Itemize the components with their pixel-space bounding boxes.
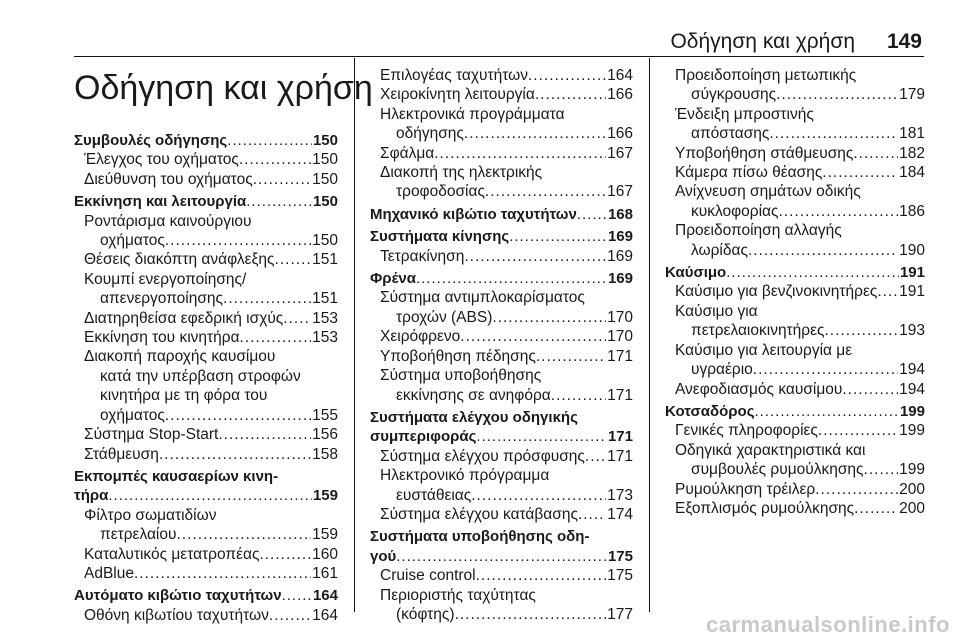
dot-leader [842, 380, 898, 399]
toc-entry-text: κατά την υπέρβαση στροφών [100, 367, 301, 385]
dot-leader [578, 505, 606, 524]
dot-leader [240, 328, 312, 347]
dot-leader [864, 460, 899, 479]
toc-page-number: 171 [607, 386, 633, 404]
toc-page-number: 150 [312, 193, 338, 211]
toc-entry-text: Μηχανικό κιβώτιο ταχυτήτων [370, 205, 577, 223]
toc-entry-text: Εκπομπές καυσαερίων κινη- [74, 467, 279, 485]
dot-leader [755, 402, 899, 421]
dot-leader [464, 247, 606, 266]
toc-column-3 [665, 66, 925, 518]
toc-entry-text: Οθόνη κιβωτίου ταχυτήτων [84, 606, 269, 624]
toc-page-number: 169 [607, 270, 633, 288]
running-title: Οδήγηση και χρήση [670, 30, 855, 53]
toc-entry-text: Γενικές πληροφορίες [675, 422, 818, 440]
toc-entry-text: Σύστημα ελέγχου πρόσφυσης [380, 447, 585, 465]
page-header [0, 0, 960, 56]
dot-leader [460, 327, 606, 346]
toc-entry-text: Τετρακίνηση [380, 247, 465, 265]
toc-page-number: 191 [899, 264, 925, 282]
toc-entry[interactable] [74, 347, 338, 425]
toc-entry-text: Έλεγχος του οχήματος [84, 151, 239, 169]
toc-entry-text: Αυτόματο κιβώτιο ταχυτήτων [74, 587, 282, 605]
dot-leader [818, 421, 898, 440]
toc-page-number: 158 [312, 445, 338, 463]
toc-entry-text: συμπεριφοράς [370, 428, 477, 446]
toc-page-number: 184 [899, 164, 925, 182]
toc-entry-text: Φρένα [370, 270, 416, 288]
toc-page-number: 191 [899, 283, 925, 301]
toc-entry-text: Κάμερα πίσω θέασης [675, 164, 823, 182]
toc-entry-text: οχήματος [100, 406, 165, 424]
toc-page-number: 164 [312, 606, 338, 624]
toc-entry[interactable] [665, 221, 925, 260]
toc-page-number: 182 [899, 144, 925, 162]
toc-page-number: 155 [312, 406, 338, 424]
toc-page-number: 151 [312, 251, 338, 269]
toc-page-number: 190 [899, 241, 925, 259]
toc-entry[interactable] [370, 327, 633, 346]
toc-page-number: 199 [899, 402, 925, 420]
dot-leader [223, 289, 311, 308]
toc-section-entry[interactable] [74, 131, 338, 150]
toc-entry[interactable] [665, 105, 925, 144]
dot-leader [577, 205, 607, 224]
toc-page-number: 199 [899, 422, 925, 440]
toc-page-number: 175 [607, 567, 633, 585]
toc-entry-text: Εκκίνηση του κινητήρα [84, 329, 240, 347]
toc-entry-text: τήρα [74, 487, 109, 505]
toc-entry[interactable] [665, 282, 925, 301]
toc-entry-text: οχήματος [100, 232, 165, 250]
toc-entry[interactable] [74, 309, 338, 328]
toc-section-entry[interactable] [370, 408, 633, 447]
toc-entry-text: ευστάθειας [396, 486, 472, 504]
toc-entry-text: κυκλοφορίας [691, 202, 779, 220]
dot-leader [877, 282, 898, 301]
toc-entry-text: (κόφτης) [396, 605, 455, 623]
toc-entry[interactable] [370, 366, 633, 405]
dot-leader [416, 269, 607, 288]
toc-page-number: 153 [312, 329, 338, 347]
toc-entry-text: κινητήρα με τη φόρα του [100, 387, 268, 405]
toc-entry[interactable] [370, 163, 633, 202]
toc-page-number: 153 [312, 309, 338, 327]
toc-page-number: 159 [312, 487, 338, 505]
toc-page-number: 169 [607, 228, 633, 246]
toc-entry[interactable] [665, 302, 925, 341]
toc-entry-text: Θέσεις διακόπτη ανάφλεξης [84, 251, 275, 269]
toc-entry-text: Περιοριστής ταχύτητας [380, 586, 536, 604]
toc-page-number: 159 [312, 526, 338, 544]
dot-leader [585, 447, 606, 466]
toc-entry-text: Διακοπή παροχής καυσίμου [84, 348, 276, 366]
toc-entry-text: Καταλυτικός μετατροπέας [84, 545, 260, 563]
toc-entry-text: Σύστημα αντιμπλοκαρίσματος [380, 289, 585, 307]
dot-leader [396, 547, 607, 566]
toc-entry-text: οδήγησης [396, 125, 464, 143]
toc-entry-text: Καύσιμο [665, 264, 727, 282]
toc-entry-text: Υποβοήθηση στάθμευσης [675, 144, 854, 162]
toc-entry[interactable] [370, 347, 633, 366]
toc-entry[interactable] [665, 144, 925, 163]
toc-entry-text: Συμβουλές οδήγησης [74, 132, 228, 149]
toc-page-number: 194 [899, 380, 925, 398]
dot-leader [165, 406, 311, 425]
toc-entry-text: Ρυμούλκηση τρέιλερ [675, 480, 816, 498]
toc-entry[interactable] [370, 505, 633, 524]
dot-leader [159, 445, 311, 464]
dot-leader [108, 486, 312, 505]
toc-page-number: 179 [899, 86, 925, 104]
dot-leader [753, 360, 898, 379]
toc-page-number: 150 [312, 132, 338, 149]
toc-entry-text: Σύστημα Stop-Start [84, 426, 219, 444]
toc-entry-text: Διακοπή της ηλεκτρικής [380, 164, 543, 182]
toc-entry-text: Προειδοποίηση αλλαγής [675, 222, 842, 240]
toc-entry[interactable] [665, 341, 925, 380]
toc-page-number: 170 [607, 328, 633, 346]
toc-page-number: 171 [607, 347, 633, 365]
toc-section-entry[interactable] [370, 227, 633, 246]
dot-leader [769, 124, 898, 143]
dot-leader [551, 386, 606, 405]
dot-leader [822, 163, 898, 182]
dot-leader [536, 347, 606, 366]
toc-section-entry[interactable] [74, 586, 338, 605]
dot-leader [283, 309, 311, 328]
toc-entry-text: Στάθμευση [84, 445, 159, 463]
dot-leader [134, 564, 311, 583]
toc-entry[interactable] [370, 66, 633, 85]
toc-section-entry[interactable] [370, 527, 633, 566]
toc-page-number: 164 [312, 587, 338, 605]
toc-section-entry[interactable] [74, 467, 338, 506]
toc-entry-text: τροχών (ABS) [396, 308, 493, 326]
dot-leader [778, 202, 898, 221]
toc-page-number: 200 [899, 499, 925, 517]
dot-leader [509, 227, 607, 246]
toc-section-entry[interactable] [370, 269, 633, 288]
toc-entry-text: Σύστημα υποβοήθησης [380, 367, 542, 385]
toc-page-number: 160 [312, 545, 338, 563]
toc-entry-text: πετρελαιοκινητήρες [691, 322, 825, 340]
dot-leader [253, 170, 311, 189]
toc-entry[interactable] [74, 328, 338, 347]
toc-entry[interactable] [74, 425, 338, 444]
toc-entry[interactable] [370, 288, 633, 327]
toc-page-number: 193 [899, 322, 925, 340]
dot-leader [748, 241, 898, 260]
dot-leader [165, 231, 311, 250]
toc-page-number: 171 [607, 447, 633, 465]
dot-leader [535, 85, 606, 104]
toc-entry[interactable] [74, 445, 338, 464]
toc-entry[interactable] [74, 564, 338, 583]
dot-leader [776, 85, 898, 104]
toc-entry-text: Φίλτρο σωματιδίων [84, 506, 217, 524]
toc-entry[interactable] [74, 170, 338, 189]
dot-leader [246, 192, 312, 211]
toc-page-number: 186 [899, 202, 925, 220]
dot-leader [218, 425, 311, 444]
toc-entry[interactable] [370, 85, 633, 104]
dot-leader [259, 545, 311, 564]
watermark: carmanualsonline.info [706, 612, 950, 637]
toc-entry-text: Ανίχνευση σημάτων οδικής [675, 183, 861, 201]
toc-entry-text: Σφάλμα [380, 144, 435, 162]
dot-leader [476, 427, 607, 446]
dot-leader [176, 525, 311, 544]
toc-entry-text: Ένδειξη μπροστινής [675, 105, 814, 123]
toc-entry-text: AdBlue [84, 564, 134, 582]
toc-entry-text: πετρελαίου [100, 526, 177, 544]
dot-leader [726, 263, 899, 282]
toc-section-entry[interactable] [665, 263, 925, 282]
toc-entry[interactable] [74, 506, 338, 545]
toc-entry-text: Διεύθυνση του οχήματος [84, 170, 253, 188]
toc-entry-text: Ηλεκτρονικό πρόγραμμα [380, 467, 550, 485]
toc-entry-text: Ροντάρισμα καινούργιου [84, 212, 252, 230]
toc-entry[interactable] [665, 163, 925, 182]
toc-page-number: 169 [607, 247, 633, 265]
dot-leader [815, 480, 898, 499]
toc-entry-text: Προειδοποίηση μετωπικής [675, 67, 857, 84]
chapter-title: Οδήγηση και χρήση [74, 69, 373, 107]
toc-column-2 [370, 66, 633, 624]
dot-leader [471, 486, 606, 505]
toc-page-number: 156 [312, 426, 338, 444]
toc-entry-text: Διατηρηθείσα εφεδρική ισχύς [84, 309, 284, 327]
toc-entry-text: Εξοπλισμός ρυμούλκησης [675, 499, 855, 517]
toc-page-number: 177 [607, 605, 633, 623]
toc-entry-text: συμβουλές ρυμούλκησης [691, 461, 864, 479]
dot-leader [227, 131, 312, 150]
toc-entry-text: γού [370, 547, 397, 565]
toc-entry[interactable] [665, 380, 925, 399]
toc-page-number: 200 [899, 480, 925, 498]
dot-leader [528, 66, 606, 85]
toc-page-number: 173 [607, 486, 633, 504]
dot-leader [492, 308, 606, 327]
toc-entry[interactable] [74, 250, 338, 269]
toc-entry-text: εκκίνησης σε ανηφόρα [396, 386, 551, 404]
toc-page-number: 194 [899, 361, 925, 379]
toc-entry-text: απενεργοποίησης [100, 290, 224, 308]
dot-leader [825, 321, 899, 340]
toc-page-number: 150 [312, 232, 338, 250]
toc-entry[interactable] [370, 144, 633, 163]
toc-entry[interactable] [74, 212, 338, 251]
column-divider [649, 58, 650, 612]
dot-leader [239, 150, 311, 169]
toc-entry-text: τροφοδοσίας [396, 183, 485, 201]
toc-entry[interactable] [370, 566, 633, 585]
toc-page-number: 171 [607, 428, 633, 446]
toc-entry-text: Καύσιμο για [675, 302, 758, 320]
toc-page-number: 151 [312, 290, 338, 308]
dot-leader [485, 182, 606, 201]
toc-entry-text: Καύσιμο για βενζινοκινητήρες [675, 283, 878, 301]
toc-page-number: 164 [607, 67, 633, 84]
toc-entry-text: Συστήματα ελέγχου οδηγικής [370, 408, 578, 426]
toc-entry-text: Χειρόφρενο [380, 328, 461, 346]
toc-entry-text: Επιλογέας ταχυτήτων [380, 67, 528, 84]
toc-entry[interactable] [665, 499, 925, 518]
toc-entry[interactable] [370, 247, 633, 266]
toc-entry[interactable] [665, 66, 925, 105]
toc-entry-text: Ηλεκτρονικά προγράμματα [380, 105, 565, 123]
toc-entry[interactable] [370, 447, 633, 466]
toc-page-number: 167 [607, 144, 633, 162]
toc-entry[interactable] [665, 441, 925, 480]
toc-entry-text: Κοτσαδόρος [665, 402, 755, 420]
toc-entry-text: Ανεφοδιασμός καυσίμου [675, 380, 843, 398]
toc-page-number: 181 [899, 125, 925, 143]
dot-leader [282, 586, 312, 605]
toc-entry-text: Σύστημα ελέγχου κατάβασης [380, 505, 578, 523]
toc-page-number: 174 [607, 505, 633, 523]
toc-entry-text: υγραέριο [691, 361, 753, 379]
toc-entry-text: Εκκίνηση και λειτουργία [74, 193, 247, 211]
toc-entry-text: απόστασης [691, 125, 770, 143]
toc-page-number: 199 [899, 461, 925, 479]
toc-entry[interactable] [74, 270, 338, 309]
toc-entry-text: Οδηγικά χαρακτηριστικά και [675, 441, 866, 459]
toc-entry[interactable] [74, 150, 338, 169]
toc-page-number: 175 [607, 547, 633, 565]
dot-leader [275, 250, 312, 269]
toc-entry-text: Cruise control [380, 567, 476, 585]
toc-entry-text: Χειροκίνητη λειτουργία [380, 86, 535, 104]
toc-page-number: 170 [607, 308, 633, 326]
page-number: 149 [886, 30, 922, 53]
toc-section-entry[interactable] [74, 192, 338, 211]
toc-entry-text: Υποβοήθηση πέδησης [380, 347, 536, 365]
toc-column-1 [74, 131, 338, 625]
toc-page-number: 166 [607, 86, 633, 104]
toc-entry[interactable] [74, 545, 338, 564]
dot-leader [464, 124, 606, 143]
toc-page-number: 168 [607, 205, 633, 223]
toc-entry-text: Συστήματα υποβοήθησης οδη- [370, 528, 590, 546]
toc-entry[interactable] [665, 182, 925, 221]
toc-page-number: 161 [312, 564, 338, 582]
header-rule [74, 56, 924, 57]
page-footer [0, 608, 960, 642]
toc-entry[interactable] [370, 105, 633, 144]
toc-entry[interactable] [370, 466, 633, 505]
toc-entry-text: σύγκρουσης [691, 86, 777, 104]
toc-entry-text: λωρίδας [691, 241, 748, 259]
dot-leader [434, 144, 606, 163]
dot-leader [476, 566, 607, 585]
toc-section-entry[interactable] [665, 402, 925, 421]
toc-entry-text: Συστήματα κίνησης [370, 228, 510, 246]
toc-page-number: 166 [607, 125, 633, 143]
toc-entry[interactable] [665, 421, 925, 440]
toc-page-number: 150 [312, 151, 338, 169]
dot-leader [853, 144, 898, 163]
dot-leader [854, 499, 898, 518]
toc-section-entry[interactable] [370, 205, 633, 224]
toc-entry-text: Κουμπί ενεργοποίησης/ [84, 270, 247, 288]
toc-page-number: 150 [312, 170, 338, 188]
toc-page-number: 167 [607, 183, 633, 201]
toc-entry-text: Καύσιμο για λειτουργία με [675, 341, 853, 359]
toc-entry[interactable] [665, 480, 925, 499]
column-divider [354, 58, 355, 612]
